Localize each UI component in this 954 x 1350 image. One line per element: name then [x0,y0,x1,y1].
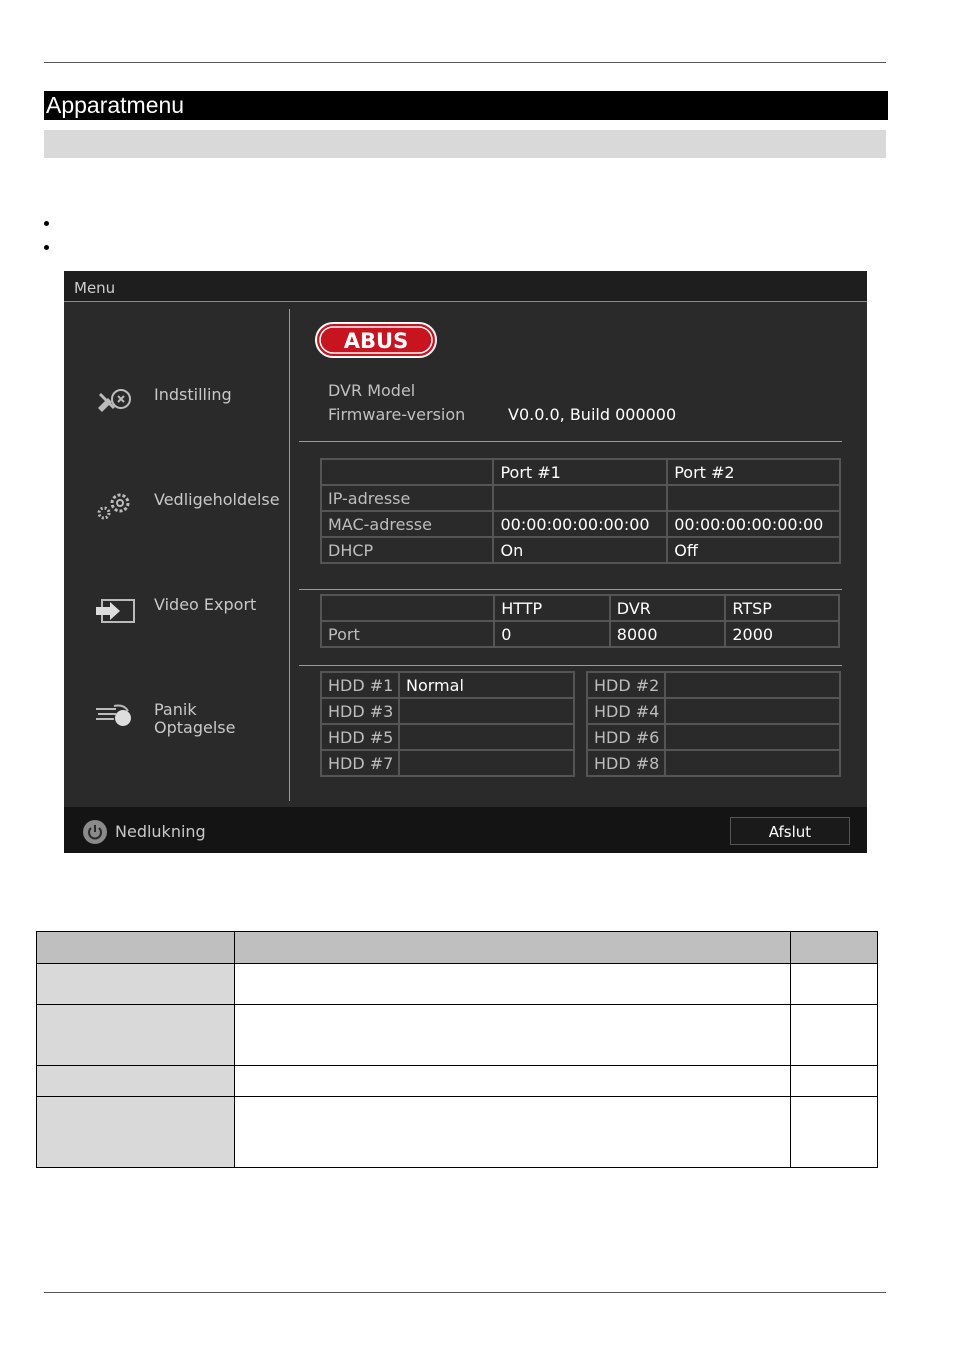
sidebar-item-label: Video Export [154,595,257,614]
table-row [37,1005,878,1066]
table-row [37,932,878,964]
table-row [321,621,839,647]
table-cell [791,964,878,1005]
table-cell: HDD #3 [321,698,399,724]
sidebar-divider [289,309,290,801]
table-cell [235,964,791,1005]
table-cell: HDD #2 [587,672,665,698]
table-cell: HDD #6 [587,724,665,750]
table-header: HTTP [494,595,610,621]
video-export-icon [94,596,138,626]
dvr-menu-screenshot [64,271,867,853]
table-row [321,485,840,511]
table-header: DVR [610,595,726,621]
table-cell: Port [321,621,494,647]
firmware-value: V0.0.0, Build 000000 [508,405,677,424]
table-cell: 2000 [725,621,839,647]
table-cell: HDD #7 [321,750,399,776]
divider-1 [299,441,842,442]
panic-record-icon [94,701,138,731]
dvr-title-bar [64,271,867,302]
dvr-window-title: Menu [74,279,116,297]
table-row [587,724,840,750]
table-row [587,672,840,698]
table-cell [399,698,574,724]
table-row [321,672,574,698]
table-cell [667,485,840,511]
hdd-table-right [586,671,841,777]
table-cell [665,698,840,724]
table-header [235,932,791,964]
firmware-label: Firmware-version [328,405,466,424]
table-cell [791,1097,878,1168]
top-rule [44,62,886,63]
dvr-model-label: DVR Model [328,381,416,400]
table-cell [399,750,574,776]
table-cell [665,672,840,698]
table-cell: IP-adresse [321,485,493,511]
table-cell [235,1005,791,1066]
bullet-1 [44,221,52,229]
table-row [321,698,574,724]
network-table [320,458,841,564]
table-cell [37,1097,235,1168]
divider-2 [299,589,842,590]
maintenance-gears-icon [94,491,138,521]
svg-text:ABUS: ABUS [343,329,409,353]
table-cell: 0 [494,621,610,647]
table-cell [665,750,840,776]
table-cell [791,1066,878,1097]
table-cell: HDD #5 [321,724,399,750]
sidebar-item-label: Indstilling [154,385,232,404]
table-cell: 00:00:00:00:00:00 [493,511,667,537]
sidebar-item-label: Vedligeholdelse [154,490,280,509]
table-cell: MAC-adresse [321,511,493,537]
table-cell: HDD #8 [587,750,665,776]
shutdown-button[interactable]: Nedlukning [115,822,206,841]
table-header: Port #1 [493,459,667,485]
divider-3 [299,665,842,666]
table-cell [37,1005,235,1066]
bullet-2 [44,245,52,253]
table-cell [791,1005,878,1066]
table-cell [37,964,235,1005]
table-row [321,511,840,537]
table-cell: Off [667,537,840,563]
table-row [37,964,878,1005]
table-row [37,1066,878,1097]
table-cell: 8000 [610,621,726,647]
subsection-bar [44,130,886,158]
table-row [321,750,574,776]
hdd-table-left [320,671,575,777]
settings-tools-icon [94,386,138,416]
abus-logo [314,321,438,359]
table-header: Port #2 [667,459,840,485]
table-cell: HDD #4 [587,698,665,724]
bottom-rule [44,1292,886,1293]
table-cell: 00:00:00:00:00:00 [667,511,840,537]
table-cell: On [493,537,667,563]
section-title: Apparatmenu [44,91,888,120]
exit-button[interactable]: Afslut [730,817,850,845]
table-cell [235,1097,791,1168]
table-header [791,932,878,964]
table-header [37,932,235,964]
table-cell [235,1066,791,1097]
table-row [587,698,840,724]
table-header [321,595,494,621]
table-header [321,459,493,485]
ports-table [320,594,840,648]
table-row [587,750,840,776]
table-cell: Normal [399,672,574,698]
table-cell [399,724,574,750]
sidebar-item-label: Panik Optagelse [154,700,236,737]
table-row [321,595,839,621]
table-row [321,724,574,750]
table-row [321,459,840,485]
table-cell [37,1066,235,1097]
table-header: RTSP [725,595,839,621]
table-row [37,1097,878,1168]
description-table [36,931,878,1168]
table-cell: DHCP [321,537,493,563]
table-row [321,537,840,563]
table-cell: HDD #1 [321,672,399,698]
table-cell [493,485,667,511]
table-cell [665,724,840,750]
power-icon[interactable] [82,819,108,845]
